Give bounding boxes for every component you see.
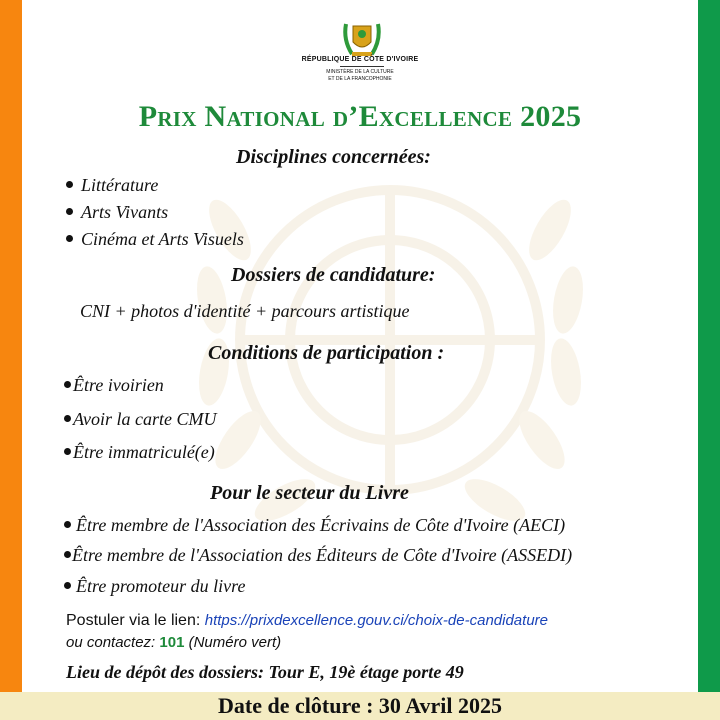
republic-name: RÉPUBLIQUE DE CÔTE D'IVOIRE xyxy=(301,56,419,63)
bullet-icon xyxy=(64,448,71,455)
condition-item: Être ivoirien xyxy=(64,375,164,396)
coat-of-arms-icon xyxy=(340,20,384,60)
apply-line xyxy=(66,612,548,630)
livre-item: Être membre de l'Association des Écrivains de Côte d'Ivoire (AECI) xyxy=(64,515,565,536)
condition-item: Avoir la carte CMU xyxy=(64,409,216,430)
livre-item: Être membre de l'Association des Éditeurs de Côte d'Ivoire (ASSEDI) xyxy=(64,545,572,566)
discipline-item: Arts Vivants xyxy=(66,202,168,223)
contact-number[interactable]: 101 xyxy=(159,634,185,651)
header-divider xyxy=(340,66,384,67)
conditions-heading: Conditions de participation : xyxy=(208,342,445,364)
depot-location: Lieu de dépôt des dossiers: Tour E, 19è étage porte 49 xyxy=(66,662,464,682)
ministry-name xyxy=(22,69,698,83)
contact-label: ou contactez: xyxy=(66,634,156,651)
poster-content xyxy=(22,0,698,720)
bullet-icon xyxy=(66,235,73,242)
bullet-icon xyxy=(64,381,71,388)
bullet-icon xyxy=(64,521,71,528)
bullet-icon xyxy=(66,208,73,215)
discipline-item: Cinéma et Arts Visuels xyxy=(66,229,244,250)
disciplines-heading: Disciplines concernées: xyxy=(236,146,431,168)
flag-band-green xyxy=(698,0,720,720)
page-title: Prix National d’Excellence 2025 xyxy=(138,100,582,133)
dossiers-heading: Dossiers de candidature: xyxy=(231,264,436,286)
flag-band-orange xyxy=(0,0,22,720)
discipline-item: Littérature xyxy=(66,175,158,196)
bullet-icon xyxy=(64,415,71,422)
bullet-icon xyxy=(64,582,71,589)
ministry-line-2: ET DE LA FRANCOPHONIE xyxy=(328,76,392,82)
contact-note: (Numéro vert) xyxy=(188,634,282,651)
bullet-icon xyxy=(66,181,73,188)
bullet-icon xyxy=(64,551,71,558)
livre-item: Être promoteur du livre xyxy=(64,576,245,597)
contact-line xyxy=(66,634,281,651)
apply-label: Postuler via le lien: xyxy=(66,612,201,629)
livre-heading: Pour le secteur du Livre xyxy=(210,482,409,504)
closing-date-banner: Date de clôture : 30 Avril 2025 xyxy=(0,692,720,720)
ministry-line-1: MINISTÈRE DE LA CULTURE xyxy=(326,69,394,75)
dossiers-text: CNI + photos d'identité + parcours artistique xyxy=(80,301,410,321)
apply-link[interactable]: https://prixdexcellence.gouv.ci/choix-de-candidature xyxy=(204,612,548,629)
condition-item: Être immatriculé(e) xyxy=(64,442,215,463)
